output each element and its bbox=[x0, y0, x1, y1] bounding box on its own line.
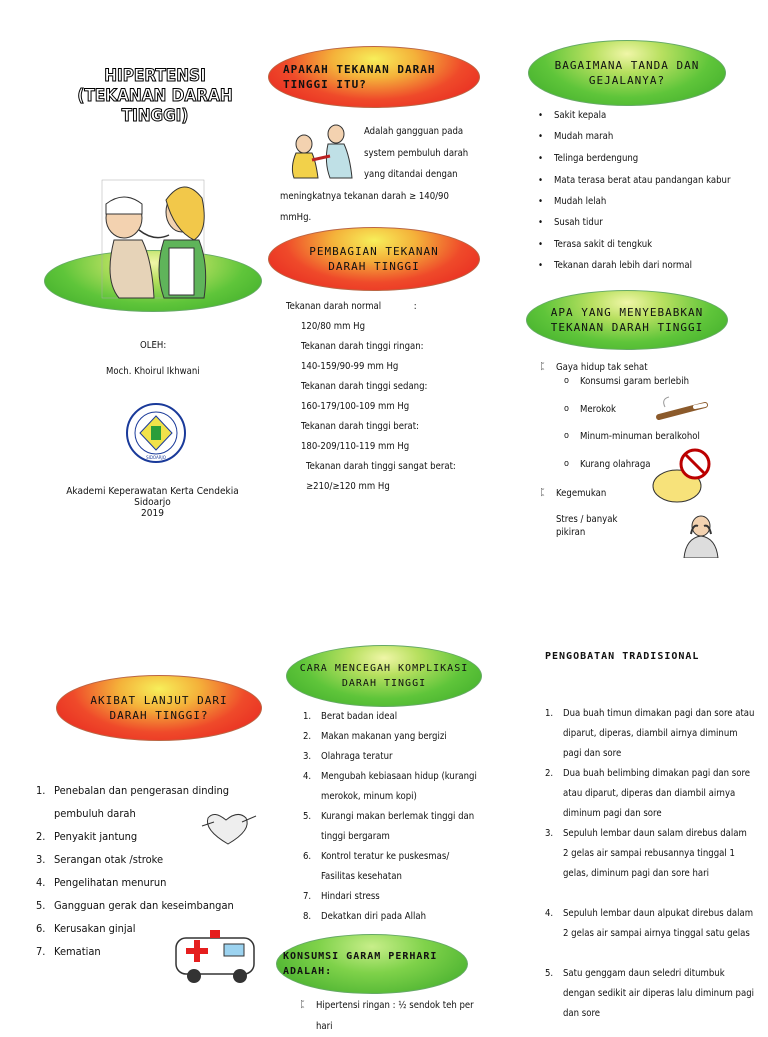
complication-text: Penyakit jantung bbox=[54, 830, 138, 843]
prevention-item: 2. Makan makanan yang bergizi bbox=[303, 731, 447, 742]
sign-item: • Telinga berdengung bbox=[554, 152, 638, 165]
q-heading-ellipse bbox=[268, 46, 480, 108]
class-label: Tekanan darah tinggi ringan: bbox=[301, 341, 424, 352]
heart-illustration bbox=[198, 808, 260, 848]
sign-item: • Susah tidur bbox=[554, 216, 603, 229]
complication-item: 4. Pengelihatan menurun bbox=[36, 876, 167, 889]
title-line-2: (TEKANAN DARAH TINGGI) bbox=[77, 86, 233, 126]
prevention-item: 5. Kurangi makan berlemak tinggi dan tinggi bergaram bbox=[303, 811, 475, 842]
prevention-item: 3. Olahraga teratur bbox=[303, 751, 393, 762]
complications-heading: AKIBAT LANJUT DARI DARAH TINGGI? bbox=[90, 694, 228, 722]
cause-sub: o Kurang olahraga bbox=[580, 458, 651, 471]
classes-heading-ellipse bbox=[268, 227, 480, 291]
sign-item: • Mata terasa berat atau pandangan kabur bbox=[554, 174, 730, 187]
definition-line: meningkatnya tekanan darah ≥ 140/90 bbox=[280, 190, 449, 202]
salt-heading: KONSUMSI GARAM PERHARI ADALAH: bbox=[283, 951, 438, 977]
class-label: Tekanan darah normal : bbox=[286, 301, 417, 312]
institution-name: Akademi Keperawatan Kerta Cendekia bbox=[66, 486, 239, 497]
traditional-item: 5. Satu genggam daun seledri ditumbuk dengan sedikit air diperas lalu diminum pagi dan sore bbox=[545, 968, 755, 1019]
traditional-text: Sepuluh lembar daun salam direbus dalam 2 gelas air sampai rebusannya tinggal 1 gelas, diminum pagi dan sore hari bbox=[563, 828, 747, 879]
traditional-item: 2. Dua buah belimbing dimakan pagi dan sore atau diparut, diperas dan diambil airnya diminum pagi dan sore bbox=[545, 768, 751, 819]
causes-heading-ellipse bbox=[526, 290, 728, 350]
traditional-text: Dua buah timun dimakan pagi dan sore atau diparut, diperas, diambil airnya diminum pagi dan sore bbox=[563, 708, 755, 759]
ambulance-illustration bbox=[166, 920, 272, 986]
prevention-item: 4. Mengubah kebiasaan hidup (kurangi merokok, minum kopi) bbox=[303, 771, 477, 802]
title bbox=[55, 66, 255, 126]
prevention-text: Makan makanan yang bergizi bbox=[321, 731, 447, 742]
salt-item-text: Hipertensi ringan : ½ sendok teh per hari bbox=[316, 1000, 474, 1032]
class-value: 120/80 mm Hg bbox=[301, 321, 365, 332]
institution-year: 2019 bbox=[141, 508, 164, 519]
cause-main: ᛈ Gaya hidup tak sehat bbox=[556, 361, 648, 374]
cover-illustration bbox=[44, 170, 264, 310]
complication-item: 7. Kematian bbox=[36, 945, 101, 958]
complication-item: 3. Serangan otak /stroke bbox=[36, 853, 164, 866]
cigarette-illustration bbox=[655, 395, 713, 423]
complication-text: Kerusakan ginjal bbox=[54, 922, 136, 935]
prevention-text: Mengubah kebiasaan hidup (kurangi merokok, minum kopi) bbox=[321, 771, 477, 802]
traditional-text: Satu genggam daun seledri ditumbuk dengan sedikit air diperas lalu diminum pagi dan sore bbox=[563, 968, 755, 1019]
cause-sub: o Minum-minuman beralkohol bbox=[580, 430, 700, 443]
prevention-text: Dekatkan diri pada Allah bbox=[321, 911, 427, 922]
doctor-patient-illustration bbox=[44, 170, 264, 310]
complication-text: Penebalan dan pengerasan dinding pembuluh darah bbox=[54, 784, 230, 820]
salt-heading-ellipse bbox=[276, 934, 468, 994]
signs-heading-ellipse bbox=[528, 40, 726, 106]
definition-line: yang ditandai dengan bbox=[364, 169, 458, 180]
definition-line: mmHg. bbox=[280, 212, 312, 223]
signs-heading: BAGAIMANA TANDA DAN GEJALANYA? bbox=[554, 59, 700, 87]
institution-city: Sidoarjo bbox=[134, 497, 171, 508]
complication-item: 2. Penyakit jantung bbox=[36, 830, 138, 843]
cause-sub: o Konsumsi garam berlebih bbox=[580, 375, 689, 388]
sign-item: • Tekanan darah lebih dari normal bbox=[554, 259, 692, 272]
prevention-text: Kurangi makan berlemak tinggi dan tinggi bergaram bbox=[321, 811, 475, 842]
prevention-item: 8. Dekatkan diri pada Allah bbox=[303, 911, 427, 922]
title-line-1: HIPERTENSI bbox=[104, 66, 206, 86]
complication-item: 1. Penebalan dan pengerasan dinding pembuluh darah bbox=[36, 784, 230, 820]
prevention-text: Kontrol teratur ke puskesmas/ Fasilitas kesehatan bbox=[321, 851, 450, 882]
definition-text bbox=[280, 121, 480, 229]
cause-other: ᛈ Stres / banyak pikiran bbox=[556, 513, 646, 539]
traditional-item: 4. Sepuluh lembar daun alpukat direbus dalam 2 gelas air sampai airnya tinggal satu gelas bbox=[545, 908, 754, 939]
complication-text: Kematian bbox=[54, 945, 101, 958]
oleh-label: OLEH: bbox=[140, 340, 167, 351]
prevention-item: 1. Berat badan ideal bbox=[303, 711, 398, 722]
prevention-item: 6. Kontrol teratur ke puskesmas/ Fasilitas kesehatan bbox=[303, 851, 450, 882]
traditional-text: Sepuluh lembar daun alpukat direbus dalam 2 gelas air sampai airnya tinggal satu gelas bbox=[563, 908, 754, 939]
classes-heading: PEMBAGIAN TEKANAN DARAH TINGGI bbox=[309, 245, 439, 273]
classes-list bbox=[286, 297, 476, 497]
salt-item bbox=[316, 995, 481, 1037]
sign-item: • Terasa sakit di tengkuk bbox=[554, 238, 652, 251]
cause-other: ᛈ Kegemukan bbox=[556, 487, 606, 500]
class-label: Tekanan darah tinggi sedang: bbox=[301, 381, 428, 392]
causes-heading: APA YANG MENYEBABKAN TEKANAN DARAH TINGGI bbox=[550, 306, 704, 334]
traditional-heading: PENGOBATAN TRADISIONAL bbox=[545, 651, 700, 662]
class-label: Tekanan darah tinggi berat: bbox=[301, 421, 419, 432]
definition-line: Adalah gangguan pada bbox=[364, 126, 464, 137]
stressed-man-illustration bbox=[678, 512, 724, 558]
traditional-text: Dua buah belimbing dimakan pagi dan sore atau diparut, diperas dan diambil airnya diminum pagi dan sore bbox=[563, 768, 751, 819]
complication-item: 5. Gangguan gerak dan keseimbangan bbox=[36, 899, 234, 912]
sign-item: • Sakit kepala bbox=[554, 109, 606, 122]
q-heading: APAKAH TEKANAN DARAH TINGGI ITU? bbox=[283, 63, 436, 91]
prevention-text: Berat badan ideal bbox=[321, 711, 398, 722]
cause-sub: o Merokok bbox=[580, 403, 616, 416]
complication-text: Serangan otak /stroke bbox=[54, 853, 164, 866]
traditional-item: 3. Sepuluh lembar daun salam direbus dalam 2 gelas air sampai rebusannya tinggal 1 gelas, diminum pagi dan sore hari bbox=[545, 828, 747, 879]
class-value: 180-209/110-119 mm Hg bbox=[301, 441, 410, 452]
sign-item: • Mudah marah bbox=[554, 130, 613, 143]
class-value: 160-179/100-109 mm Hg bbox=[301, 401, 410, 412]
traditional-item: 1. Dua buah timun dimakan pagi dan sore atau diparut, diperas, diambil airnya diminum pagi dan sore bbox=[545, 708, 755, 759]
sign-item: • Mudah lelah bbox=[554, 195, 606, 208]
logo-text: SIDOARJO bbox=[146, 455, 166, 460]
complications-heading-ellipse bbox=[56, 675, 262, 741]
class-value: ≥210/≥120 mm Hg bbox=[306, 481, 390, 492]
institution-logo bbox=[125, 402, 187, 464]
class-label: Tekanan darah tinggi sangat berat: bbox=[306, 461, 456, 472]
institution-block bbox=[55, 486, 250, 519]
prevention-item: 7. Hindari stress bbox=[303, 891, 380, 902]
author-name: Moch. Khoirul Ikhwani bbox=[106, 366, 200, 377]
class-value: 140-159/90-99 mm Hg bbox=[301, 361, 399, 372]
prevention-heading: CARA MENCEGAH KOMPLIKASI DARAH TINGGI bbox=[299, 663, 469, 689]
complication-item: 6. Kerusakan ginjal bbox=[36, 922, 136, 935]
prevention-heading-ellipse bbox=[286, 645, 482, 707]
prevention-text: Hindari stress bbox=[321, 891, 380, 902]
complication-text: Gangguan gerak dan keseimbangan bbox=[54, 899, 234, 912]
definition-line: system pembuluh darah bbox=[364, 147, 469, 159]
complication-text: Pengelihatan menurun bbox=[54, 876, 167, 889]
no-exercise-illustration bbox=[645, 446, 717, 504]
prevention-text: Olahraga teratur bbox=[321, 751, 393, 762]
